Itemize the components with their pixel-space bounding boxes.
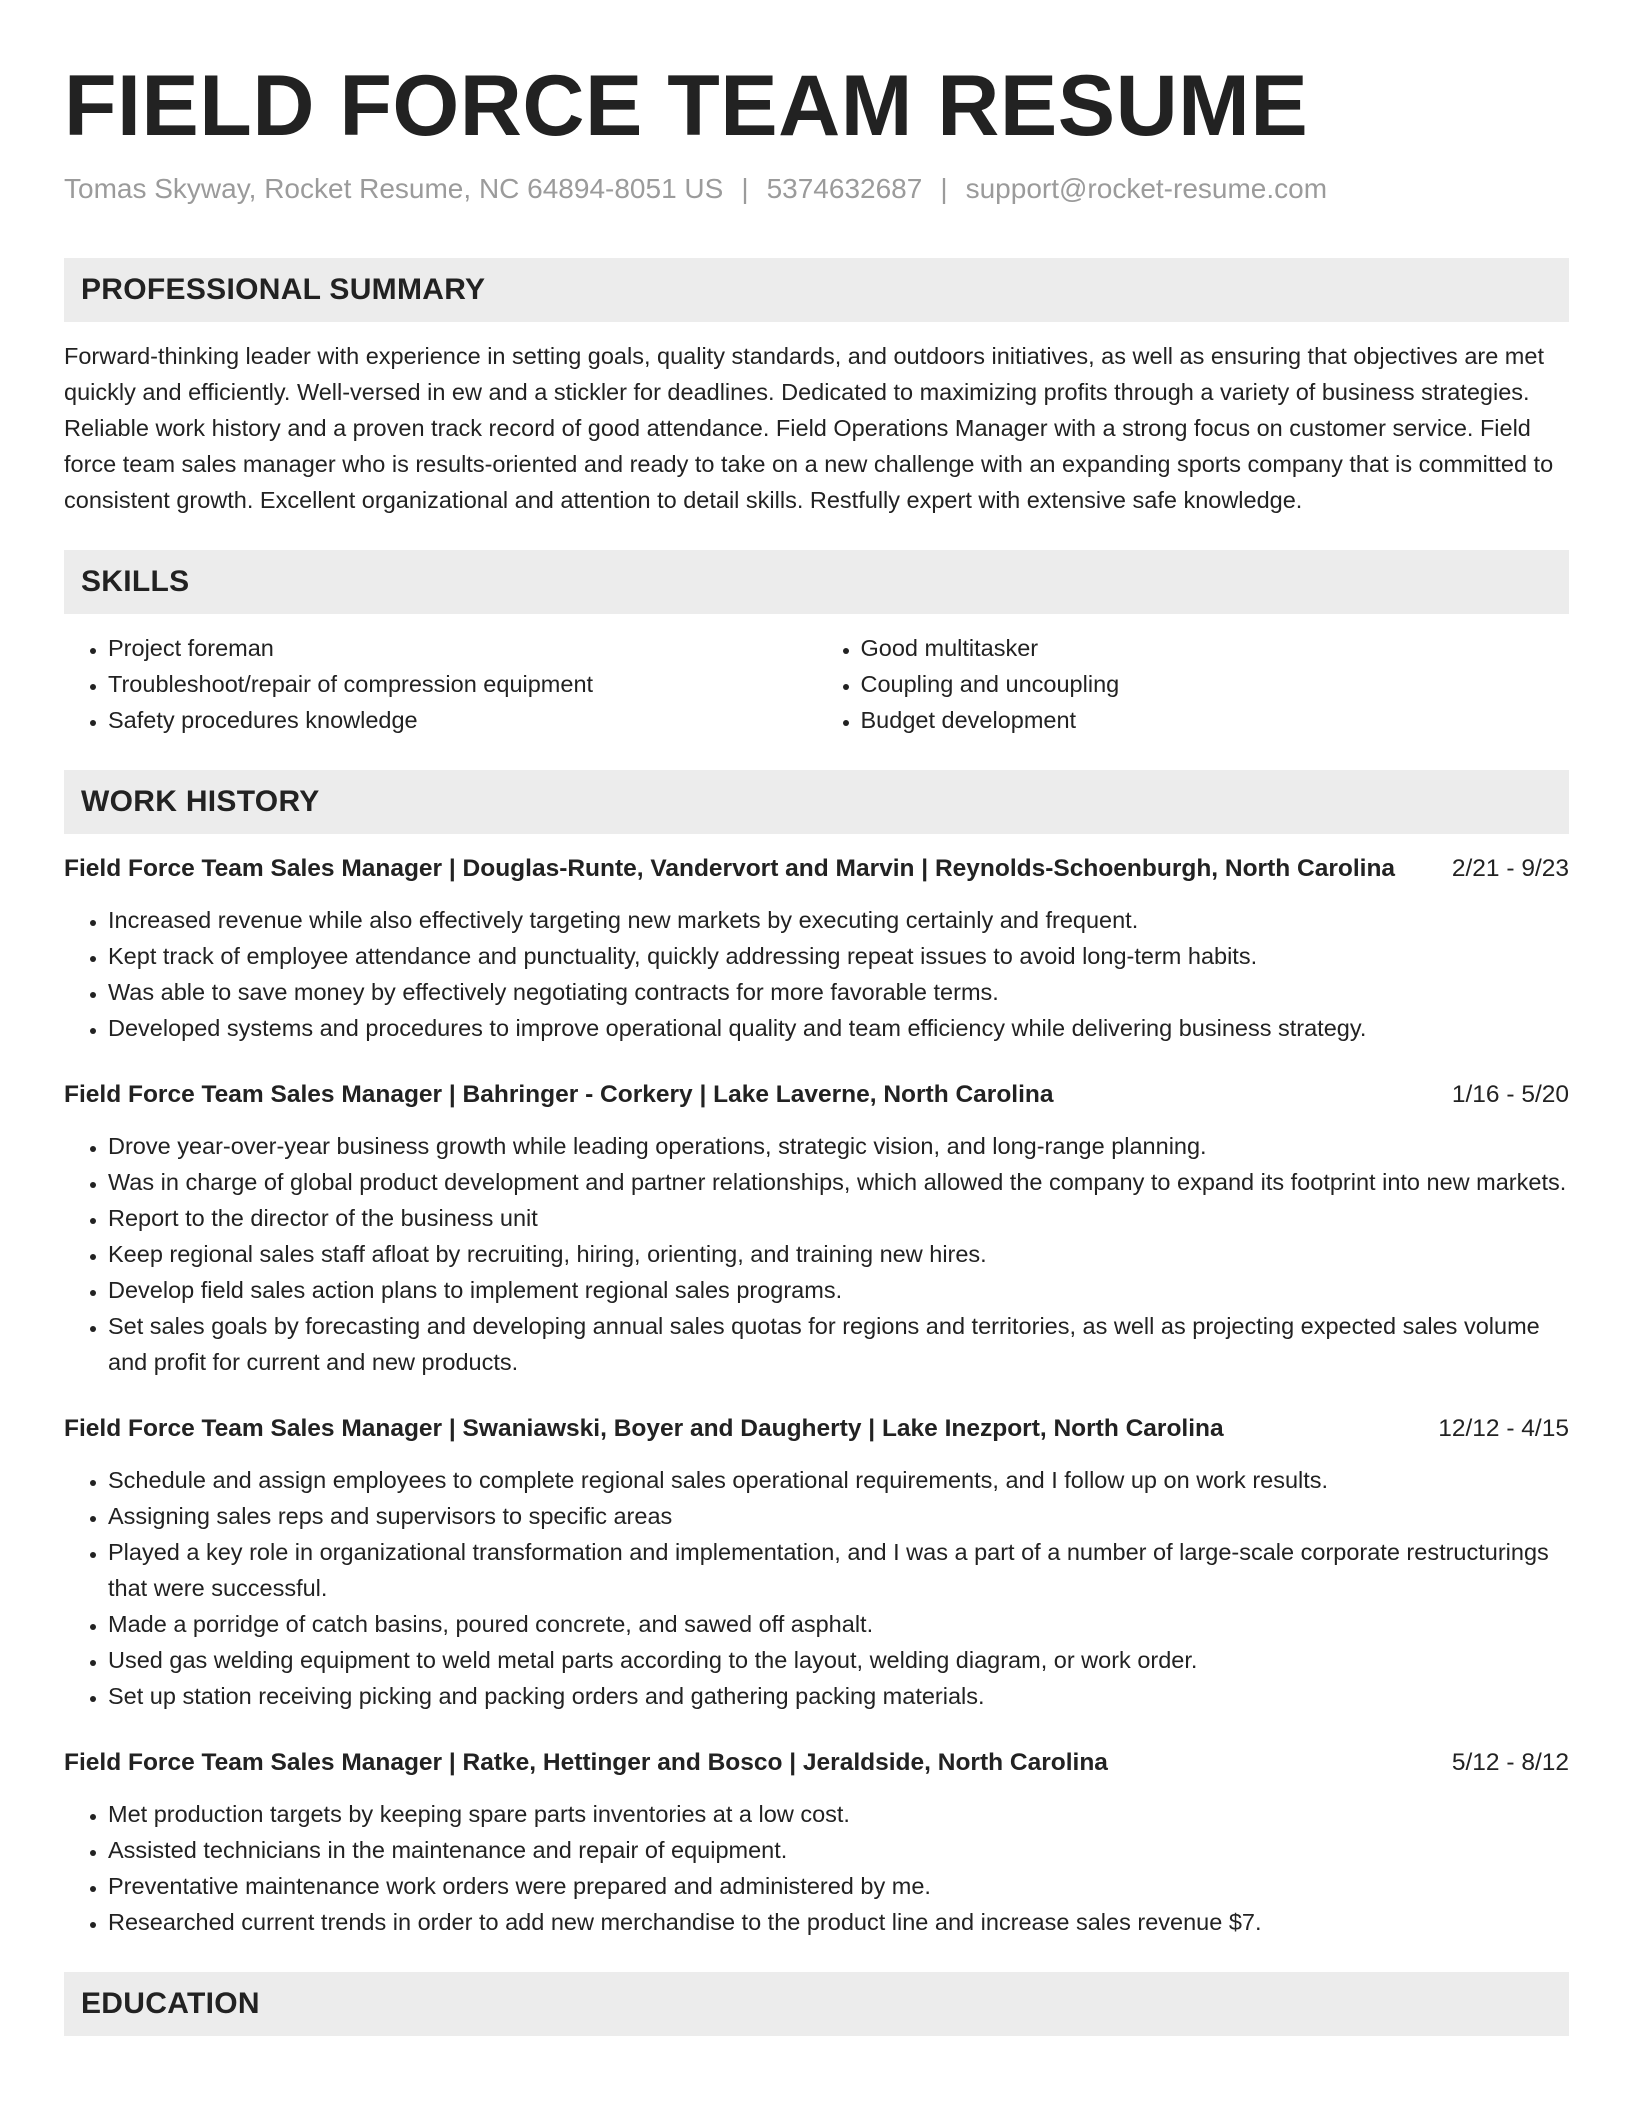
- job-bullet: • Assigning sales reps and supervisors to specific areas: [108, 1498, 1569, 1534]
- job-bullet: • Set up station receiving picking and packing orders and gathering packing materials.: [108, 1678, 1569, 1714]
- job-bullet: • Made a porridge of catch basins, poured concrete, and sawed off asphalt.: [108, 1606, 1569, 1642]
- job-date: 1/16 - 5/20: [1451, 1081, 1569, 1108]
- skill-item: • Project foreman: [108, 630, 817, 666]
- job-bullet: • Set sales goals by forecasting and developing annual sales quotas for regions and territories, as well as projecting expected sales volume and profit for current and new products.: [108, 1308, 1569, 1380]
- summary-text: Forward-thinking leader with experience in setting goals, quality standards, and outdoors initiatives, as well as ensuring that objectives are met quickly and efficiently. Well-versed in ew and a stickler for deadlines. Dedicated to maximizing profits through a variety of business strategies. Reliable work history and a proven track record of good attendance. Field Operations Manager with a strong focus on customer service. Field force team sales manager who is results-oriented and ready to take on a new challenge with an expanding sports company that is committed to consistent growth. Excellent organizational and attention to detail skills. Restfully expert with extensive safe knowledge.: [64, 343, 1554, 513]
- resume-title: FIELD FORCE TEAM RESUME: [64, 58, 1309, 154]
- job-bullets: [64, 902, 1569, 1046]
- job-bullets: [64, 1128, 1569, 1380]
- summary-heading: PROFESSIONAL SUMMARY: [64, 258, 1569, 322]
- job-header: [64, 1746, 1569, 1780]
- job-entry: [64, 852, 1569, 1046]
- job-entry: [64, 1078, 1569, 1380]
- job-bullet: • Developed systems and procedures to improve operational quality and team efficiency while delivering business strategy.: [108, 1010, 1569, 1046]
- skills-column-right: [817, 630, 1570, 738]
- job-title: Field Force Team Sales Manager | Ratke, Hettinger and Bosco | Jeraldside, North Carolina: [64, 1749, 1108, 1776]
- contact-phone: 5374632687: [766, 173, 923, 204]
- job-bullet: • Used gas welding equipment to weld metal parts according to the layout, welding diagram, or work order.: [108, 1642, 1569, 1678]
- job-bullets: [64, 1796, 1569, 1940]
- skill-item: • Troubleshoot/repair of compression equipment: [108, 666, 817, 702]
- job-bullet: • Was in charge of global product development and partner relationships, which allowed the company to expand its footprint into new markets.: [108, 1164, 1569, 1200]
- contact-separator: |: [741, 173, 749, 204]
- skills-column-left: [64, 630, 817, 738]
- job-bullet: • Develop field sales action plans to implement regional sales programs.: [108, 1272, 1569, 1308]
- job-bullets: [64, 1462, 1569, 1714]
- contact-line: [64, 170, 1569, 208]
- job-date: 12/12 - 4/15: [1438, 1415, 1569, 1442]
- skills-list: [64, 630, 1569, 738]
- job-header: [64, 1412, 1569, 1446]
- job-title: Field Force Team Sales Manager | Bahringer - Corkery | Lake Laverne, North Carolina: [64, 1081, 1054, 1108]
- job-bullet: • Preventative maintenance work orders were prepared and administered by me.: [108, 1868, 1569, 1904]
- job-bullet: • Met production targets by keeping spare parts inventories at a low cost.: [108, 1796, 1569, 1832]
- job-bullet: • Kept track of employee attendance and punctuality, quickly addressing repeat issues to avoid long-term habits.: [108, 938, 1569, 974]
- job-entry: [64, 1746, 1569, 1940]
- job-title: Field Force Team Sales Manager | Swaniawski, Boyer and Daugherty | Lake Inezport, North Carolina: [64, 1415, 1224, 1442]
- contact-address: Tomas Skyway, Rocket Resume, NC 64894-8051 US: [64, 173, 724, 204]
- job-bullet: • Schedule and assign employees to complete regional sales operational requirements, and I follow up on work results.: [108, 1462, 1569, 1498]
- job-bullet: • Report to the director of the business unit: [108, 1200, 1569, 1236]
- education-heading: EDUCATION: [64, 1972, 1569, 2036]
- skill-item: • Coupling and uncoupling: [861, 666, 1570, 702]
- job-bullet: • Was able to save money by effectively negotiating contracts for more favorable terms.: [108, 974, 1569, 1010]
- job-bullet: • Played a key role in organizational transformation and implementation, and I was a part of a number of large-scale corporate restructurings that were successful.: [108, 1534, 1569, 1606]
- job-entry: [64, 1412, 1569, 1714]
- skill-item: • Budget development: [861, 702, 1570, 738]
- job-header: [64, 852, 1569, 886]
- job-date: 5/12 - 8/12: [1451, 1749, 1569, 1776]
- job-bullet: • Increased revenue while also effectively targeting new markets by executing certainly and frequent.: [108, 902, 1569, 938]
- skill-item: • Safety procedures knowledge: [108, 702, 817, 738]
- skill-item: • Good multitasker: [861, 630, 1570, 666]
- job-bullet: • Assisted technicians in the maintenance and repair of equipment.: [108, 1832, 1569, 1868]
- job-bullet: • Keep regional sales staff afloat by recruiting, hiring, orienting, and training new hires.: [108, 1236, 1569, 1272]
- job-bullet: • Drove year-over-year business growth while leading operations, strategic vision, and long-range planning.: [108, 1128, 1569, 1164]
- job-date: 2/21 - 9/23: [1451, 855, 1569, 882]
- job-header: [64, 1078, 1569, 1112]
- contact-email: support@rocket-resume.com: [965, 173, 1328, 204]
- job-title: Field Force Team Sales Manager | Douglas-Runte, Vandervort and Marvin | Reynolds-Schoenburgh, North Carolina: [64, 855, 1396, 882]
- contact-separator: |: [940, 173, 948, 204]
- skills-heading: SKILLS: [64, 550, 1569, 614]
- work-history-heading: WORK HISTORY: [64, 770, 1569, 834]
- job-bullet: • Researched current trends in order to add new merchandise to the product line and increase sales revenue $7.: [108, 1904, 1569, 1940]
